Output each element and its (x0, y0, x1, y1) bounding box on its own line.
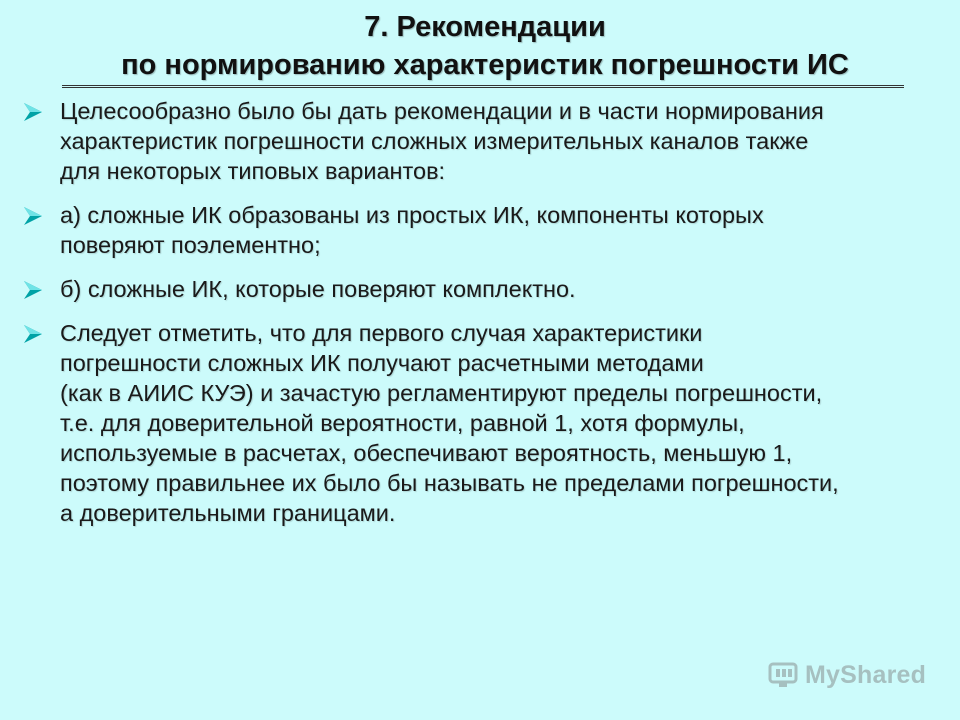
watermark (767, 655, 927, 695)
bullet-item (22, 318, 952, 528)
bullet-line: погрешности сложных ИК получают расчетными методами (60, 350, 704, 376)
bullet-line: характеристик погрешности сложных измерительных каналов также (60, 128, 809, 154)
bullet-item (22, 274, 952, 304)
arrow-bullet-icon (22, 206, 44, 226)
bullet-line: а доверительными границами. (60, 500, 396, 526)
bullet-line: а) сложные ИК образованы из простых ИК, компоненты которых (60, 202, 764, 228)
bullet-list (22, 96, 952, 542)
bullet-line: Целесообразно было бы дать рекомендации и в части нормирования (60, 98, 824, 124)
bullet-line: поэтому правильнее их было бы называть не пределами погрешности, (60, 470, 839, 496)
bullet-line: т.е. для доверительной вероятности, равной 1, хотя формулы, (60, 410, 745, 436)
bullet-line: (как в АИИС КУЭ) и зачастую регламентируют пределы погрешности, (60, 380, 823, 406)
bullet-item (22, 200, 952, 260)
bullet-line: используемые в расчетах, обеспечивают вероятность, меньшую 1, (60, 440, 793, 466)
arrow-bullet-icon (22, 102, 44, 122)
arrow-bullet-icon (22, 324, 44, 344)
bullet-line: б) сложные ИК, которые поверяют комплектно. (60, 276, 576, 302)
slide-title (60, 8, 910, 84)
bullet-line: поверяют поэлементно; (60, 232, 321, 258)
bullet-line: для некоторых типовых вариантов: (60, 158, 446, 184)
bullet-line: Следует отметить, что для первого случая характеристики (60, 320, 703, 346)
title-underline (62, 85, 904, 88)
myshared-logo-icon (767, 660, 801, 690)
title-line-2: по нормированию характеристик погрешности ИС (121, 49, 849, 81)
title-line-1: 7. Рекомендации (364, 11, 606, 43)
watermark-text: MyShared (805, 660, 927, 689)
arrow-bullet-icon (22, 280, 44, 300)
bullet-item (22, 96, 952, 186)
